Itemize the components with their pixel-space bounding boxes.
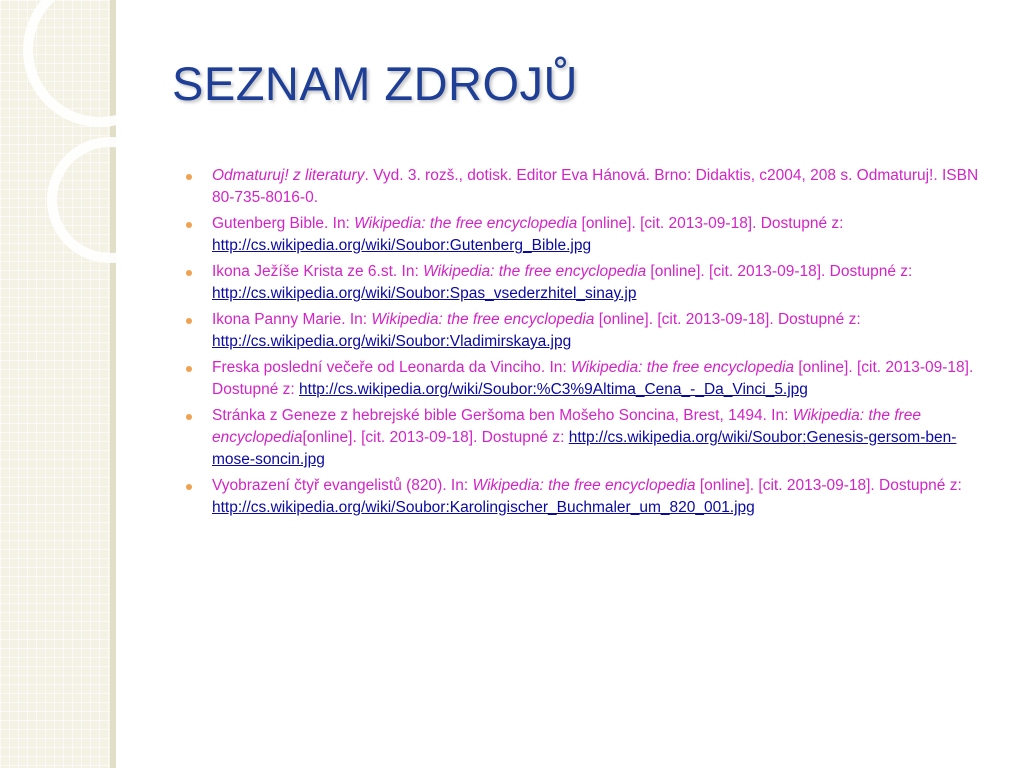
reference-item — [184, 213, 996, 257]
reference-link[interactable]: http://cs.wikipedia.org/wiki/Soubor:Karolingischer_Buchmaler_um_820_001.jpg — [212, 499, 755, 516]
reference-italic: Odmaturuj! z literatury — [212, 167, 365, 184]
reference-suffix: [online]. [cit. 2013-09-18]. Dostupné z: — [594, 311, 861, 328]
reference-prefix: Vyobrazení čtyř evangelistů (820). In: — [212, 477, 473, 494]
reference-suffix: [online]. [cit. 2013-09-18]. Dostupné z: — [577, 215, 844, 232]
reference-italic: Wikipedia: the free encyclopedia — [423, 263, 647, 280]
reference-suffix: [online]. [cit. 2013-09-18]. Dostupné z: — [302, 429, 569, 446]
reference-italic: Wikipedia: the free encyclopedia — [212, 407, 921, 446]
reference-link[interactable]: http://cs.wikipedia.org/wiki/Soubor:%C3%9Altima_Cena_-_Da_Vinci_5.jpg — [299, 381, 808, 398]
reference-link[interactable]: http://cs.wikipedia.org/wiki/Soubor:Gutenberg_Bible.jpg — [212, 237, 592, 254]
bullet-icon — [186, 270, 192, 276]
bullet-icon — [186, 366, 192, 372]
reference-suffix: [online]. [cit. 2013-09-18]. Dostupné z: — [212, 359, 974, 398]
reference-item — [184, 357, 996, 401]
reference-item — [184, 165, 996, 209]
reference-italic: Wikipedia: the free encyclopedia — [571, 359, 795, 376]
reference-prefix: Ikona Panny Marie. In: — [212, 311, 372, 328]
bullet-icon — [186, 174, 192, 180]
reference-suffix: . Vyd. 3. rozš., dotisk. Editor Eva Hánová. Brno: Didaktis, c2004, 208 s. Odmaturuj!. ISBN 80-735-8016-0. — [212, 167, 979, 206]
reference-prefix: Gutenberg Bible. In: — [212, 215, 355, 232]
circle-decoration — [0, 0, 130, 300]
reference-italic: Wikipedia: the free encyclopedia — [472, 477, 696, 494]
bullet-icon — [186, 222, 192, 228]
reference-suffix: [online]. [cit. 2013-09-18]. Dostupné z: — [695, 477, 962, 494]
reference-list — [184, 165, 996, 523]
bullet-icon — [186, 414, 192, 420]
reference-prefix: Ikona Ježíše Krista ze 6.st. In: — [212, 263, 424, 280]
reference-item — [184, 475, 996, 519]
reference-link[interactable]: http://cs.wikipedia.org/wiki/Soubor:Spas_vsederzhitel_sinay.jp — [212, 285, 637, 302]
reference-link[interactable]: http://cs.wikipedia.org/wiki/Soubor:Vladimirskaya.jpg — [212, 333, 572, 350]
reference-item — [184, 405, 996, 471]
reference-item — [184, 309, 996, 353]
reference-link[interactable]: http://cs.wikipedia.org/wiki/Soubor:Genesis-gersom-ben-mose-soncin.jpg — [212, 429, 957, 468]
reference-prefix: Stránka z Geneze z hebrejské bible Geršoma ben Mošeho Soncina, Brest, 1494. In: — [212, 407, 793, 424]
slide-title: SEZNAM ZDROJŮ — [172, 57, 578, 110]
reference-suffix: [online]. [cit. 2013-09-18]. Dostupné z: — [646, 263, 913, 280]
bullet-icon — [186, 484, 192, 490]
reference-prefix: Freska poslední večeře od Leonarda da Vinciho. In: — [212, 359, 572, 376]
bullet-icon — [186, 318, 192, 324]
reference-italic: Wikipedia: the free encyclopedia — [371, 311, 595, 328]
reference-italic: Wikipedia: the free encyclopedia — [354, 215, 578, 232]
reference-item — [184, 261, 996, 305]
